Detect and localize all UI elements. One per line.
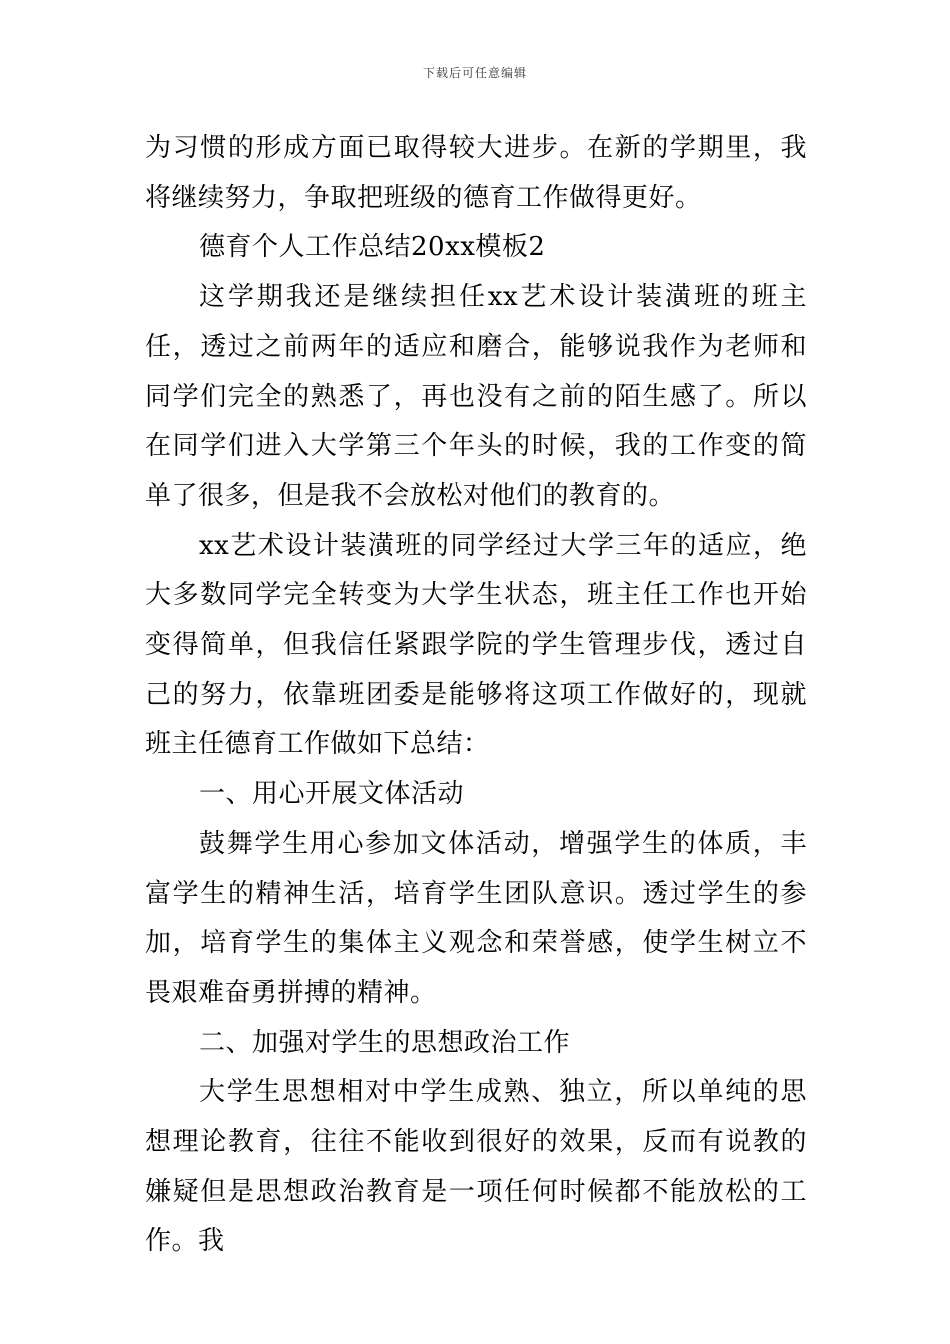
paragraph: 鼓舞学生用心参加文体活动，增强学生的体质，丰富学生的精神生活，培育学生团队意识。透过学生的参加，培育学生的集体主义观念和荣誉感，使学生树立不畏艰难奋勇拼搏的精神。 xyxy=(145,828,807,1008)
paragraph: 这学期我还是继续担任xx艺术设计装潢班的班主任，透过之前两年的适应和磨合，能够说我作为老师和同学们完全的熟悉了，再也没有之前的陌生感了。所以在同学们进入大学第三个年头的时候，我的工作变的简单了很多，但是我不会放松对他们的教育的。 xyxy=(145,282,807,511)
subheading-activities: 一、用心开展文体活动 xyxy=(199,779,465,810)
paragraph: 大学生思想相对中学生成熟、独立，所以单纯的思想理论教育，往往不能收到很好的效果，反而有说教的嫌疑但是思想政治教育是一项任何时候都不能放松的工作。我 xyxy=(145,1077,807,1257)
header-note: 下载后可任意编辑 xyxy=(422,66,527,80)
document-body xyxy=(145,124,807,1267)
section-title: 德育个人工作总结20xx模板2 xyxy=(199,232,546,263)
paragraph-continuation: 为习惯的形成方面已取得较大进步。在新的学期里，我将继续努力，争取把班级的德育工作做得更好。 xyxy=(145,133,807,213)
paragraph: xx艺术设计装潢班的同学经过大学三年的适应，绝大多数同学完全转变为大学生状态，班主任工作也开始变得简单，但我信任紧跟学院的学生管理步伐，透过自己的努力，依靠班团委是能够将这项工作做好的，现就班主任德育工作做如下总结： xyxy=(145,530,807,760)
subheading-political-work: 二、加强对学生的思想政治工作 xyxy=(199,1027,571,1058)
